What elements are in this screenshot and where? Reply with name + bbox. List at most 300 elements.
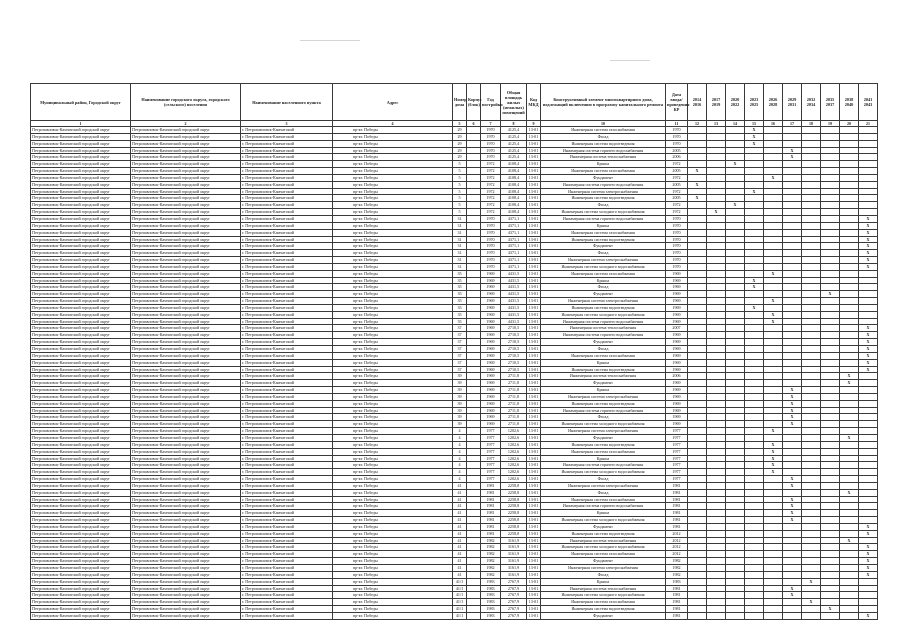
- period-cell: [821, 380, 840, 387]
- period-cell: [859, 188, 878, 195]
- period-cell: [764, 496, 783, 503]
- period-cell: [840, 393, 859, 400]
- table-body: [31, 127, 878, 620]
- period-mark: X: [840, 373, 859, 380]
- block-cell: [467, 448, 481, 455]
- mkd-code-cell: 13-01: [527, 489, 541, 496]
- period-cell: [764, 339, 783, 346]
- period-cell: [745, 181, 764, 188]
- period-cell: [783, 558, 802, 565]
- district-cell: Петропавловск-Камчатский городской округ: [31, 400, 131, 407]
- period-cell: [764, 414, 783, 421]
- period-cell: [802, 400, 821, 407]
- mkd-code-cell: 13-01: [527, 147, 541, 154]
- settlement-cell: Петропавловск-Камчатский городской округ: [131, 263, 241, 270]
- period-cell: [688, 222, 707, 229]
- block-cell: [467, 339, 481, 346]
- build-year-cell: 1972: [481, 181, 501, 188]
- repair-date-cell: 1970: [666, 263, 688, 270]
- mkd-code-cell: 13-01: [527, 380, 541, 387]
- district-cell: Петропавловск-Камчатский городской округ: [31, 257, 131, 264]
- block-cell: [467, 537, 481, 544]
- locality-cell: г. Петропавловск-Камчатский: [241, 606, 333, 613]
- period-cell: [745, 571, 764, 578]
- settlement-cell: Петропавловск-Камчатский городской округ: [131, 489, 241, 496]
- locality-cell: г. Петропавловск-Камчатский: [241, 127, 333, 134]
- repair-date-cell: 1969: [666, 277, 688, 284]
- area-cell: 4108,4: [501, 161, 527, 168]
- table-row: [31, 346, 878, 353]
- period-cell: [688, 311, 707, 318]
- house-number-cell: 39: [453, 380, 467, 387]
- area-cell: 2710,5: [501, 332, 527, 339]
- period-cell: [802, 257, 821, 264]
- period-cell: [764, 510, 783, 517]
- locality-cell: г. Петропавловск-Камчатский: [241, 544, 333, 551]
- build-year-cell: 1982: [481, 537, 501, 544]
- build-year-cell: 1972: [481, 174, 501, 181]
- period-cell: [821, 359, 840, 366]
- street-cell: пр-кт. Победы: [333, 510, 453, 517]
- mkd-code-cell: 13-01: [527, 434, 541, 441]
- period-cell: [745, 462, 764, 469]
- table-row: [31, 140, 878, 147]
- period-cell: [783, 530, 802, 537]
- period-cell: [726, 387, 745, 394]
- mkd-code-cell: 13-01: [527, 277, 541, 284]
- column-number: 19: [821, 121, 840, 127]
- period-cell: [859, 154, 878, 161]
- period-cell: [726, 400, 745, 407]
- area-cell: 2710,5: [501, 359, 527, 366]
- period-cell: [783, 462, 802, 469]
- mkd-code-cell: 13-01: [527, 414, 541, 421]
- locality-cell: г. Петропавловск-Камчатский: [241, 250, 333, 257]
- table-row: [31, 578, 878, 585]
- work-element-cell: Фасад: [541, 476, 666, 483]
- period-cell: [688, 202, 707, 209]
- settlement-cell: Петропавловск-Камчатский городской округ: [131, 284, 241, 291]
- period-cell: [764, 551, 783, 558]
- locality-cell: г. Петропавловск-Камчатский: [241, 434, 333, 441]
- period-cell: [859, 284, 878, 291]
- period-mark: X: [764, 462, 783, 469]
- repair-date-cell: 1977: [666, 441, 688, 448]
- street-cell: пр-кт. Победы: [333, 455, 453, 462]
- build-year-cell: 1969: [481, 387, 501, 394]
- mkd-code-cell: 13-01: [527, 523, 541, 530]
- period-cell: [726, 592, 745, 599]
- period-cell: [783, 270, 802, 277]
- period-cell: [764, 352, 783, 359]
- block-cell: [467, 421, 481, 428]
- build-year-cell: 1977: [481, 441, 501, 448]
- work-element-cell: Инженерная система холодного водоснабжения: [541, 421, 666, 428]
- work-element-cell: Фасад: [541, 133, 666, 140]
- work-element-cell: Инженерная система электроснабжения: [541, 565, 666, 572]
- period-cell: [707, 510, 726, 517]
- period-cell: [688, 510, 707, 517]
- locality-cell: г. Петропавловск-Камчатский: [241, 373, 333, 380]
- mkd-code-cell: 13-01: [527, 174, 541, 181]
- period-cell: [745, 448, 764, 455]
- period-cell: [859, 510, 878, 517]
- period-cell: [707, 352, 726, 359]
- column-number: 4: [333, 121, 453, 127]
- period-cell: [688, 332, 707, 339]
- district-cell: Петропавловск-Камчатский городской округ: [31, 606, 131, 613]
- period-cell: [707, 236, 726, 243]
- block-cell: [467, 243, 481, 250]
- period-cell: [840, 243, 859, 250]
- block-cell: [467, 551, 481, 558]
- period-cell: [821, 222, 840, 229]
- period-cell: [726, 215, 745, 222]
- period-mark: X: [745, 133, 764, 140]
- period-cell: [859, 448, 878, 455]
- period-cell: [745, 434, 764, 441]
- block-cell: [467, 606, 481, 613]
- column-header: 2014 2016: [688, 84, 707, 121]
- period-cell: [783, 448, 802, 455]
- period-cell: [707, 503, 726, 510]
- period-mark: X: [688, 168, 707, 175]
- period-cell: [707, 222, 726, 229]
- period-mark: X: [859, 263, 878, 270]
- column-number: 7: [481, 121, 501, 127]
- mkd-code-cell: 13-01: [527, 250, 541, 257]
- build-year-cell: 1982: [481, 544, 501, 551]
- period-cell: [688, 578, 707, 585]
- area-cell: 4125,4: [501, 147, 527, 154]
- table-row: [31, 133, 878, 140]
- build-year-cell: 1969: [481, 373, 501, 380]
- repair-date-cell: 2012: [666, 537, 688, 544]
- settlement-cell: Петропавловск-Камчатский городской округ: [131, 585, 241, 592]
- settlement-cell: Петропавловск-Камчатский городской округ: [131, 421, 241, 428]
- house-number-cell: 41: [453, 503, 467, 510]
- work-element-cell: Инженерная система водоотведения: [541, 441, 666, 448]
- build-year-cell: 1970: [481, 229, 501, 236]
- build-year-cell: 1969: [481, 421, 501, 428]
- period-cell: [688, 387, 707, 394]
- period-cell: [726, 318, 745, 325]
- period-cell: [707, 161, 726, 168]
- repair-date-cell: 1970: [666, 222, 688, 229]
- work-element-cell: Инженерная система водоотведения: [541, 530, 666, 537]
- locality-cell: г. Петропавловск-Камчатский: [241, 209, 333, 216]
- repair-date-cell: 1981: [666, 482, 688, 489]
- period-cell: [783, 544, 802, 551]
- build-year-cell: 1977: [481, 448, 501, 455]
- period-cell: [859, 462, 878, 469]
- repair-date-cell: 1969: [666, 393, 688, 400]
- locality-cell: г. Петропавловск-Камчатский: [241, 277, 333, 284]
- period-cell: [745, 325, 764, 332]
- period-mark: X: [764, 318, 783, 325]
- area-cell: 4108,4: [501, 209, 527, 216]
- area-cell: 4108,4: [501, 202, 527, 209]
- district-cell: Петропавловск-Камчатский городской округ: [31, 612, 131, 619]
- period-cell: [821, 414, 840, 421]
- district-cell: Петропавловск-Камчатский городской округ: [31, 571, 131, 578]
- repair-date-cell: 2007: [666, 325, 688, 332]
- district-cell: Петропавловск-Камчатский городской округ: [31, 127, 131, 134]
- column-number: 9: [527, 121, 541, 127]
- period-cell: [840, 476, 859, 483]
- period-cell: [726, 530, 745, 537]
- period-cell: [840, 441, 859, 448]
- build-year-cell: 1970: [481, 250, 501, 257]
- locality-cell: г. Петропавловск-Камчатский: [241, 168, 333, 175]
- area-cell: 2767,9: [501, 578, 527, 585]
- period-cell: [802, 318, 821, 325]
- table-row: [31, 304, 878, 311]
- area-cell: 1202,6: [501, 448, 527, 455]
- period-cell: [821, 373, 840, 380]
- period-cell: [840, 503, 859, 510]
- period-cell: [783, 298, 802, 305]
- area-cell: 2711,8: [501, 407, 527, 414]
- area-cell: 3161,9: [501, 537, 527, 544]
- period-cell: [802, 612, 821, 619]
- block-cell: [467, 304, 481, 311]
- work-element-cell: Инженерная система холодного водоснабжения: [541, 469, 666, 476]
- area-cell: 4371,1: [501, 250, 527, 257]
- period-cell: [859, 270, 878, 277]
- period-cell: [840, 523, 859, 530]
- repair-date-cell: 1970: [666, 229, 688, 236]
- work-element-cell: Фундамент: [541, 243, 666, 250]
- build-year-cell: 1969: [481, 380, 501, 387]
- house-number-cell: 4: [453, 455, 467, 462]
- table-row: [31, 263, 878, 270]
- settlement-cell: Петропавловск-Камчатский городской округ: [131, 448, 241, 455]
- period-cell: [688, 393, 707, 400]
- period-cell: [821, 181, 840, 188]
- repair-date-cell: 1981: [666, 606, 688, 613]
- house-number-cell: 5: [453, 168, 467, 175]
- district-cell: Петропавловск-Камчатский городской округ: [31, 298, 131, 305]
- locality-cell: г. Петропавловск-Камчатский: [241, 407, 333, 414]
- period-mark: X: [764, 469, 783, 476]
- block-cell: [467, 571, 481, 578]
- period-cell: [859, 298, 878, 305]
- period-cell: [764, 202, 783, 209]
- period-cell: [764, 127, 783, 134]
- period-cell: [821, 578, 840, 585]
- settlement-cell: Петропавловск-Камчатский городской округ: [131, 133, 241, 140]
- period-cell: [707, 332, 726, 339]
- work-element-cell: Инженерная система электроснабжения: [541, 393, 666, 400]
- period-cell: [707, 147, 726, 154]
- column-number: 18: [802, 121, 821, 127]
- settlement-cell: Петропавловск-Камчатский городской округ: [131, 209, 241, 216]
- work-element-cell: Инженерная система газоснабжения: [541, 270, 666, 277]
- locality-cell: г. Петропавловск-Камчатский: [241, 346, 333, 353]
- street-cell: пр-кт. Победы: [333, 421, 453, 428]
- period-cell: [745, 352, 764, 359]
- district-cell: Петропавловск-Камчатский городской округ: [31, 188, 131, 195]
- build-year-cell: 1981: [481, 496, 501, 503]
- work-element-cell: Инженерная система холодного водоснабжения: [541, 311, 666, 318]
- period-cell: [802, 174, 821, 181]
- period-cell: [726, 168, 745, 175]
- house-number-cell: 41: [453, 537, 467, 544]
- work-element-cell: Инженерная система электроснабжения: [541, 482, 666, 489]
- period-cell: [726, 181, 745, 188]
- period-cell: [764, 530, 783, 537]
- period-cell: [821, 496, 840, 503]
- house-number-cell: 35: [453, 318, 467, 325]
- period-cell: [688, 565, 707, 572]
- locality-cell: г. Петропавловск-Камчатский: [241, 174, 333, 181]
- work-element-cell: Инженерная система холодного водоснабжения: [541, 517, 666, 524]
- street-cell: пр-кт. Победы: [333, 441, 453, 448]
- period-mark: X: [840, 489, 859, 496]
- period-cell: [726, 551, 745, 558]
- period-cell: [688, 400, 707, 407]
- period-cell: [821, 311, 840, 318]
- period-cell: [764, 517, 783, 524]
- build-year-cell: 1982: [481, 558, 501, 565]
- period-cell: [821, 229, 840, 236]
- work-element-cell: Инженерная система теплоснабжения: [541, 585, 666, 592]
- period-cell: [821, 558, 840, 565]
- work-element-cell: Фундамент: [541, 174, 666, 181]
- period-cell: [840, 325, 859, 332]
- build-year-cell: 1969: [481, 407, 501, 414]
- house-number-cell: 41: [453, 489, 467, 496]
- district-cell: Петропавловск-Камчатский городской округ: [31, 339, 131, 346]
- block-cell: [467, 270, 481, 277]
- house-number-cell: 41: [453, 523, 467, 530]
- street-cell: пр-кт. Победы: [333, 476, 453, 483]
- house-number-cell: 31: [453, 243, 467, 250]
- period-cell: [707, 565, 726, 572]
- settlement-cell: Петропавловск-Камчатский городской округ: [131, 352, 241, 359]
- period-cell: [707, 434, 726, 441]
- period-cell: [707, 612, 726, 619]
- block-cell: [467, 359, 481, 366]
- settlement-cell: Петропавловск-Камчатский городской округ: [131, 523, 241, 530]
- area-cell: 4371,1: [501, 257, 527, 264]
- work-element-cell: Фасад: [541, 414, 666, 421]
- period-cell: [745, 215, 764, 222]
- period-cell: [726, 585, 745, 592]
- period-cell: [783, 325, 802, 332]
- mkd-code-cell: 13-01: [527, 578, 541, 585]
- period-cell: [745, 489, 764, 496]
- period-cell: [688, 530, 707, 537]
- district-cell: Петропавловск-Камчатский городской округ: [31, 496, 131, 503]
- period-cell: [821, 366, 840, 373]
- area-cell: 4371,1: [501, 229, 527, 236]
- block-cell: [467, 346, 481, 353]
- work-element-cell: Инженерная система газоснабжения: [541, 496, 666, 503]
- period-cell: [802, 195, 821, 202]
- period-cell: [859, 277, 878, 284]
- period-cell: [840, 455, 859, 462]
- build-year-cell: 1983: [481, 612, 501, 619]
- period-cell: [726, 257, 745, 264]
- period-cell: [821, 551, 840, 558]
- period-cell: [840, 462, 859, 469]
- locality-cell: г. Петропавловск-Камчатский: [241, 257, 333, 264]
- period-cell: [802, 339, 821, 346]
- table-row: [31, 496, 878, 503]
- house-number-cell: 4: [453, 448, 467, 455]
- period-cell: [726, 127, 745, 134]
- period-cell: [688, 585, 707, 592]
- locality-cell: г. Петропавловск-Камчатский: [241, 393, 333, 400]
- table-row: [31, 291, 878, 298]
- period-mark: X: [821, 291, 840, 298]
- period-cell: [802, 161, 821, 168]
- house-number-cell: 39: [453, 393, 467, 400]
- street-cell: пр-кт. Победы: [333, 250, 453, 257]
- table-row: [31, 503, 878, 510]
- period-cell: [802, 188, 821, 195]
- period-cell: [688, 263, 707, 270]
- period-cell: [745, 578, 764, 585]
- build-year-cell: 1981: [481, 503, 501, 510]
- period-cell: [707, 441, 726, 448]
- settlement-cell: Петропавловск-Камчатский городской округ: [131, 441, 241, 448]
- repair-date-cell: 2005: [666, 195, 688, 202]
- period-cell: [783, 304, 802, 311]
- period-cell: [688, 140, 707, 147]
- period-cell: [745, 202, 764, 209]
- period-cell: [726, 537, 745, 544]
- table-row: [31, 209, 878, 216]
- period-cell: [783, 599, 802, 606]
- locality-cell: г. Петропавловск-Камчатский: [241, 229, 333, 236]
- street-cell: пр-кт. Победы: [333, 571, 453, 578]
- period-cell: [707, 599, 726, 606]
- period-cell: [726, 291, 745, 298]
- locality-cell: г. Петропавловск-Камчатский: [241, 469, 333, 476]
- period-cell: [764, 393, 783, 400]
- house-number-cell: 35: [453, 270, 467, 277]
- build-year-cell: 1969: [481, 270, 501, 277]
- period-cell: [859, 373, 878, 380]
- period-cell: [783, 127, 802, 134]
- period-cell: [764, 592, 783, 599]
- repair-date-cell: 1977: [666, 469, 688, 476]
- work-element-cell: Фасад: [541, 250, 666, 257]
- street-cell: пр-кт. Победы: [333, 147, 453, 154]
- period-cell: [745, 496, 764, 503]
- settlement-cell: Петропавловск-Камчатский городской округ: [131, 400, 241, 407]
- settlement-cell: Петропавловск-Камчатский городской округ: [131, 565, 241, 572]
- period-cell: [726, 407, 745, 414]
- mkd-code-cell: 13-01: [527, 257, 541, 264]
- street-cell: пр-кт. Победы: [333, 257, 453, 264]
- street-cell: пр-кт. Победы: [333, 551, 453, 558]
- period-cell: [745, 263, 764, 270]
- district-cell: Петропавловск-Камчатский городской округ: [31, 585, 131, 592]
- build-year-cell: 1982: [481, 565, 501, 572]
- period-cell: [688, 558, 707, 565]
- period-cell: [859, 387, 878, 394]
- district-cell: Петропавловск-Камчатский городской округ: [31, 133, 131, 140]
- block-cell: [467, 257, 481, 264]
- settlement-cell: Петропавловск-Камчатский городской округ: [131, 236, 241, 243]
- period-cell: [745, 236, 764, 243]
- period-cell: [707, 325, 726, 332]
- period-mark: X: [859, 339, 878, 346]
